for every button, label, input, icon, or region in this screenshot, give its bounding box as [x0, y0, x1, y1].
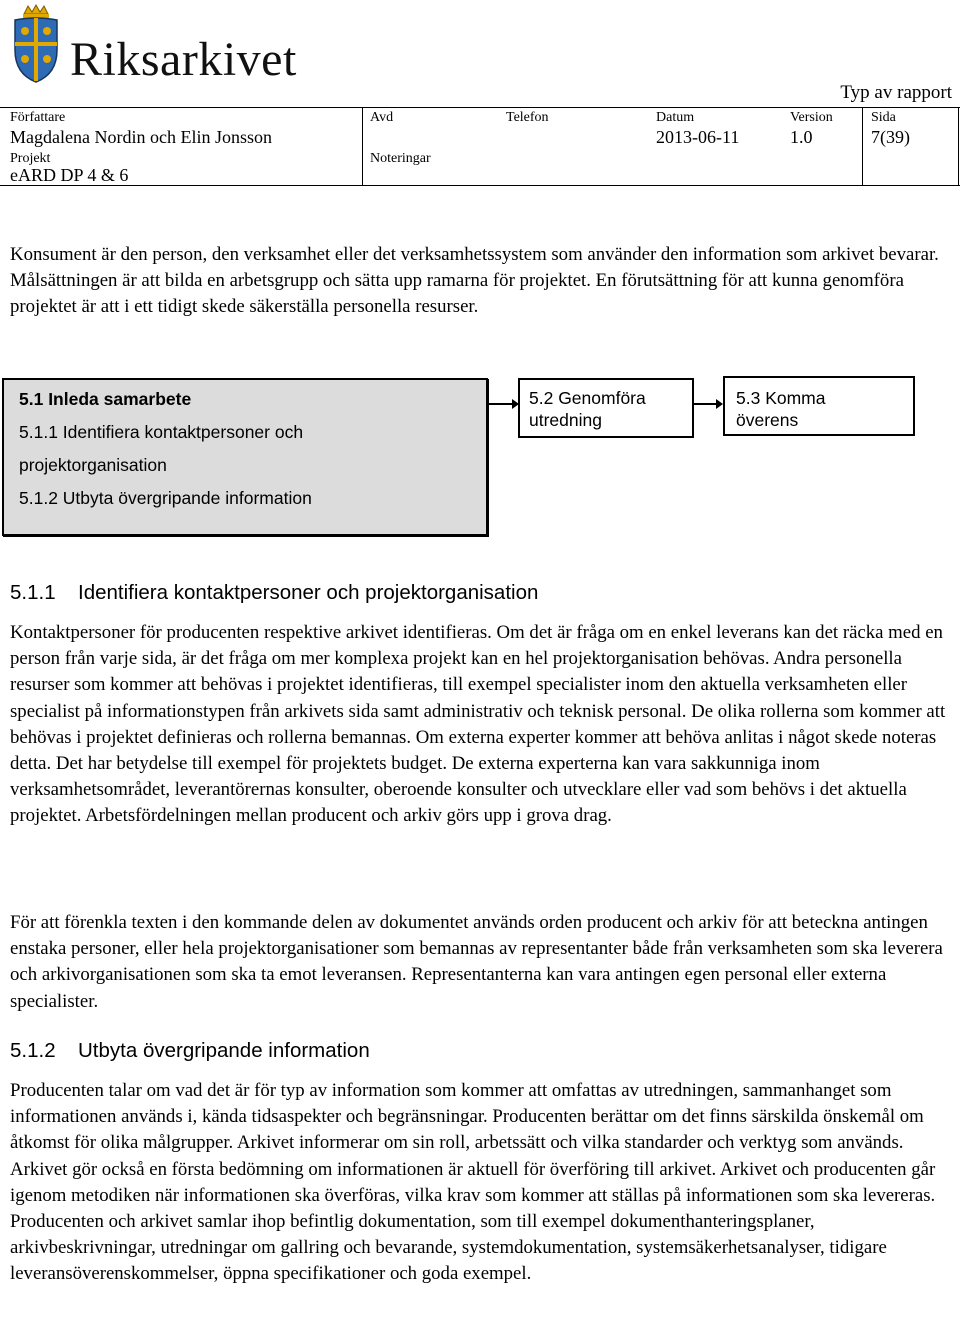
- section-5-1-2-paragraph-1: Producenten talar om vad det är för typ av information som kommer att omfattas av utredningen, sammanhanget som informationen används i, kända tidsaspekter och begränsningar. Producenten berättar om det finns särskilda önskemål om åtkomst för olika målgrupper. Arkivet informerar om sin roll, arbetssätt och vilka standarder och verktyg som används. Arkivet gör också en första bedömning om informationen är aktuell för överföring till arkivet. Arkivet och producenten går igenom metodiken när informationen ska överföras, vilka krav som kommer att ställas på informationen som ska levereras. Producenten och arkivet samlar ihop befintlig dokumentation, som till exempel dokumenthanteringsplaner, arkivbeskrivningar, utredningar om gallring och bevarande, systemdokumentation, systemsäkerhetsanalyser, tidigare leveransöverenskommelser, öppna specifikationer och goda exempel.: [10, 1080, 936, 1285]
- phone-label: Telefon: [506, 110, 549, 125]
- header-divider: [862, 107, 863, 186]
- process-box-5-3: [723, 376, 915, 436]
- author-value: Magdalena Nordin och Elin Jonsson: [10, 127, 272, 147]
- page-value: 7(39): [871, 127, 910, 147]
- version-label: Version: [790, 110, 833, 125]
- report-type: Typ av rapport: [840, 82, 952, 103]
- header-divider: [362, 107, 363, 186]
- section-title: Utbyta övergripande information: [78, 1039, 370, 1062]
- process-box-5-1-title: 5.1 Inleda samarbete: [19, 389, 192, 409]
- process-step-5-1-1: 5.1.1 Identifiera kontaktpersoner och: [19, 422, 304, 442]
- document-header-table: [0, 107, 960, 187]
- process-box-5-3-line2: överens: [736, 410, 799, 430]
- header-divider: [958, 107, 959, 186]
- process-step-5-1-1-cont: projektorganisation: [19, 455, 167, 475]
- section-heading-5-1-2: [10, 1039, 370, 1063]
- intro-paragraph: Konsument är den person, den verksamhet eller det verksamhetssystem som använder den information som arkivet bevarar. Målsättningen är att bilda en arbetsgrupp och sätta upp ramarna för projektet. En förutsättning för att kunna genomföra projektet är att i ett tidigt skede säkerställa personella resurser.: [10, 244, 939, 318]
- author-label: Författare: [10, 110, 66, 125]
- header-top-rule: [0, 107, 960, 108]
- section-5-1-1-paragraph-2: För att förenkla texten i den kommande delen av dokumentet används orden producent och arkiv för att beteckna antingen enstaka personer, eller hela projektorganisationer som bemannas av representanter både från verksamheten som ska leverera och arkivorganisationen som ska ta emot leveransen. Representanterna kan vara antingen egen personal eller externa specialister.: [10, 912, 943, 1012]
- logo-text: Riksarkivet: [70, 33, 297, 86]
- arrow-right-icon: [694, 394, 724, 414]
- section-heading-5-1-1: [10, 581, 538, 605]
- dept-label: Avd: [370, 110, 394, 125]
- section-title: Identifiera kontaktpersoner och projektorganisation: [78, 581, 539, 604]
- version-value: 1.0: [790, 127, 813, 147]
- process-box-5-1: [2, 378, 488, 536]
- section-number: 5.1.1: [10, 581, 56, 604]
- process-box-5-2-line2: utredning: [529, 410, 602, 430]
- process-box-5-2: [518, 378, 694, 438]
- process-box-5-2-line1: 5.2 Genomföra: [529, 388, 646, 408]
- coat-of-arms-icon: [10, 4, 62, 84]
- process-step-5-1-2: 5.1.2 Utbyta övergripande information: [19, 488, 312, 508]
- date-value: 2013-06-11: [656, 127, 740, 147]
- notes-label: Noteringar: [370, 151, 431, 166]
- section-number: 5.1.2: [10, 1039, 56, 1062]
- date-label: Datum: [656, 110, 695, 125]
- page-label: Sida: [871, 110, 896, 125]
- header-bottom-rule: [0, 185, 960, 186]
- project-label: Projekt: [10, 151, 51, 166]
- project-value: eARD DP 4 & 6: [10, 165, 129, 185]
- process-box-5-3-line1: 5.3 Komma: [736, 388, 826, 408]
- section-5-1-1-paragraph-1: Kontaktpersoner för producenten respektive arkivet identifieras. Om det är fråga om en enkel leverans kan det räcka med en person från varje sida, är det fråga om mer komplexa projekt kan en hel projektorganisation behövas. Andra personella resurser som kommer att behövas i projektet identifieras, till exempel specialister inom den aktuella verksamheten eller specialist på informationstypen från arkivets sida samt administrativ och teknisk personal. De olika rollerna som kommer att behövas i projektet definieras och rollerna bemannas. Om externa experter kommer att behöva anlitas i något skede noteras detta. Det har betydelse till exempel för projektets budget. De externa experterna kan vara sakkunniga inom verksamhetsområdet, leverantörernas konsulter, oberoende konsulter och utvecklare eller vad som behövs i det aktuella projektet. Arbetsfördelningen mellan producent och arkiv görs upp i grova drag.: [10, 622, 946, 827]
- arrow-right-icon: [488, 394, 520, 414]
